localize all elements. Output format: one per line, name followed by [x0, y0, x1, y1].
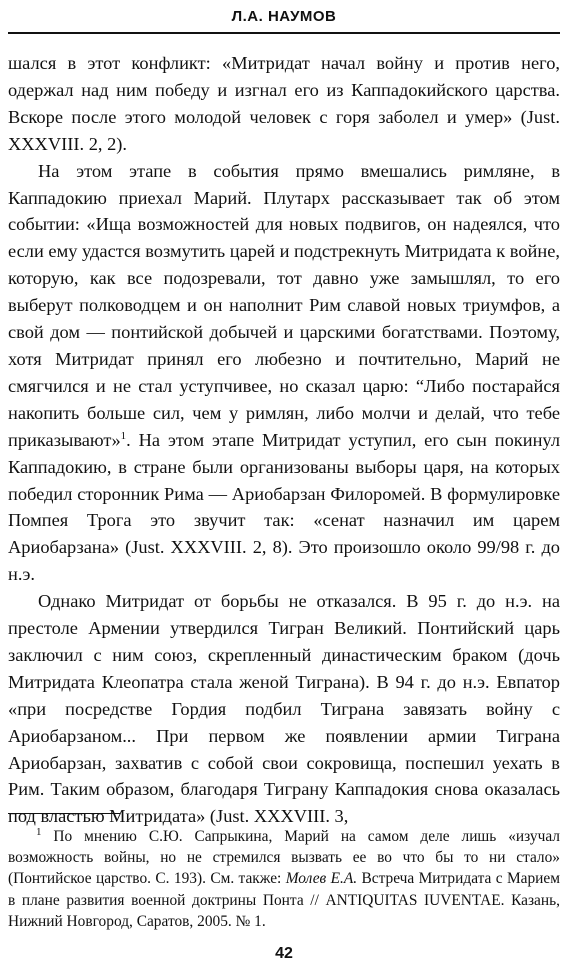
paragraph-marius — [8, 158, 560, 589]
footnote-reference[interactable]: 1 — [120, 429, 127, 442]
header-rule — [8, 32, 560, 34]
footnote-mark: 1 — [36, 825, 42, 838]
running-head: Л.А. НАУМОВ — [231, 8, 337, 25]
body-text — [8, 50, 560, 830]
footnote-rule — [8, 813, 120, 814]
paragraph-tigranes: Однако Митридат от борьбы не отказался. В 95 г. до н.э. на престоле Армении утвердился Тигран Великий. Понтийский царь заключил с ним союз, скрепленный династическим браком (дочь Митридата Клеопатра стала женой Тиграна). В 94 г. до н.э. Евпатор «при посредстве Гордия подбил Тиграна завязать войну с Ариобарзаном... При первом же появлении армии Тиграна Ариобарзан, захватив с собой свои сокровища, поспешил уехать в Рим. Таким образом, благодаря Тиграну Каппадокия снова оказалась под властью Митридата» (Just. XXXVIII. 3, — [8, 591, 560, 827]
paragraph-marius-text-before: На этом этапе в события прямо вмешались римляне, в Каппадокию приехал Марий. Плутарх рассказывает так об этом событии: «Ища возможностей для новых подвигов, он надеялся, что если ему удастся возмутить царей и подстрекнуть Митридата к войне, которую, как все подозревали, тот давно уже замышлял, то его выберут полководцем и он наполнит Рим славой новых триумфов, а свой дом — понтийской добычей и царскими богатствами. Поэтому, хотя Митридат принял его любезно и почтительно, Марий не смягчился и не стал уступчивее, но сказал царю: “Либо постарайся накопить больше сил, чем у римлян, либо молчи и делай, что тебе приказывают» — [8, 160, 560, 450]
page-number: 42 — [275, 945, 293, 962]
paragraph-marius-text-after: . На этом этапе Митридат уступил, его сын покинул Каппадокию, в стране были организованы выборы царя, на которых победил сторонник Рима — Ариобарзан Филоромей. В формулировке Помпея Трога это звучит так: «сенат назначил им царем Ариобарзана» (Just. XXXVIII. 2, 8). Это произошло около 99/98 г. до н.э. — [8, 429, 560, 585]
footnote-text-part2: Встреча Митридата с Марием в плане развития военной доктрины Понта // ANTIQUITAS IUVENTAE. Казань, Нижний Новгород, Саратов, 2005. № 1. — [8, 870, 560, 930]
footnote-author: Молев Е.А. — [285, 870, 358, 888]
footnote-text-part1: По мнению С.Ю. Сапрыкина, Марий на самом деле лишь «изучал возможность войны, но не стремился вызвать ее во что бы то ни стало» (Понтийское царство. С. 193). См. также: — [8, 828, 560, 888]
paragraph-continuation: шался в этот конфликт: «Митридат начал войну и против него, одержал над ним победу и изгнал его из Каппадокийского царства. Вскоре после этого молодой человек с горя заболел и умер» (Just. XXXVIII. 2, 2). — [8, 53, 560, 154]
footnote — [8, 826, 560, 932]
